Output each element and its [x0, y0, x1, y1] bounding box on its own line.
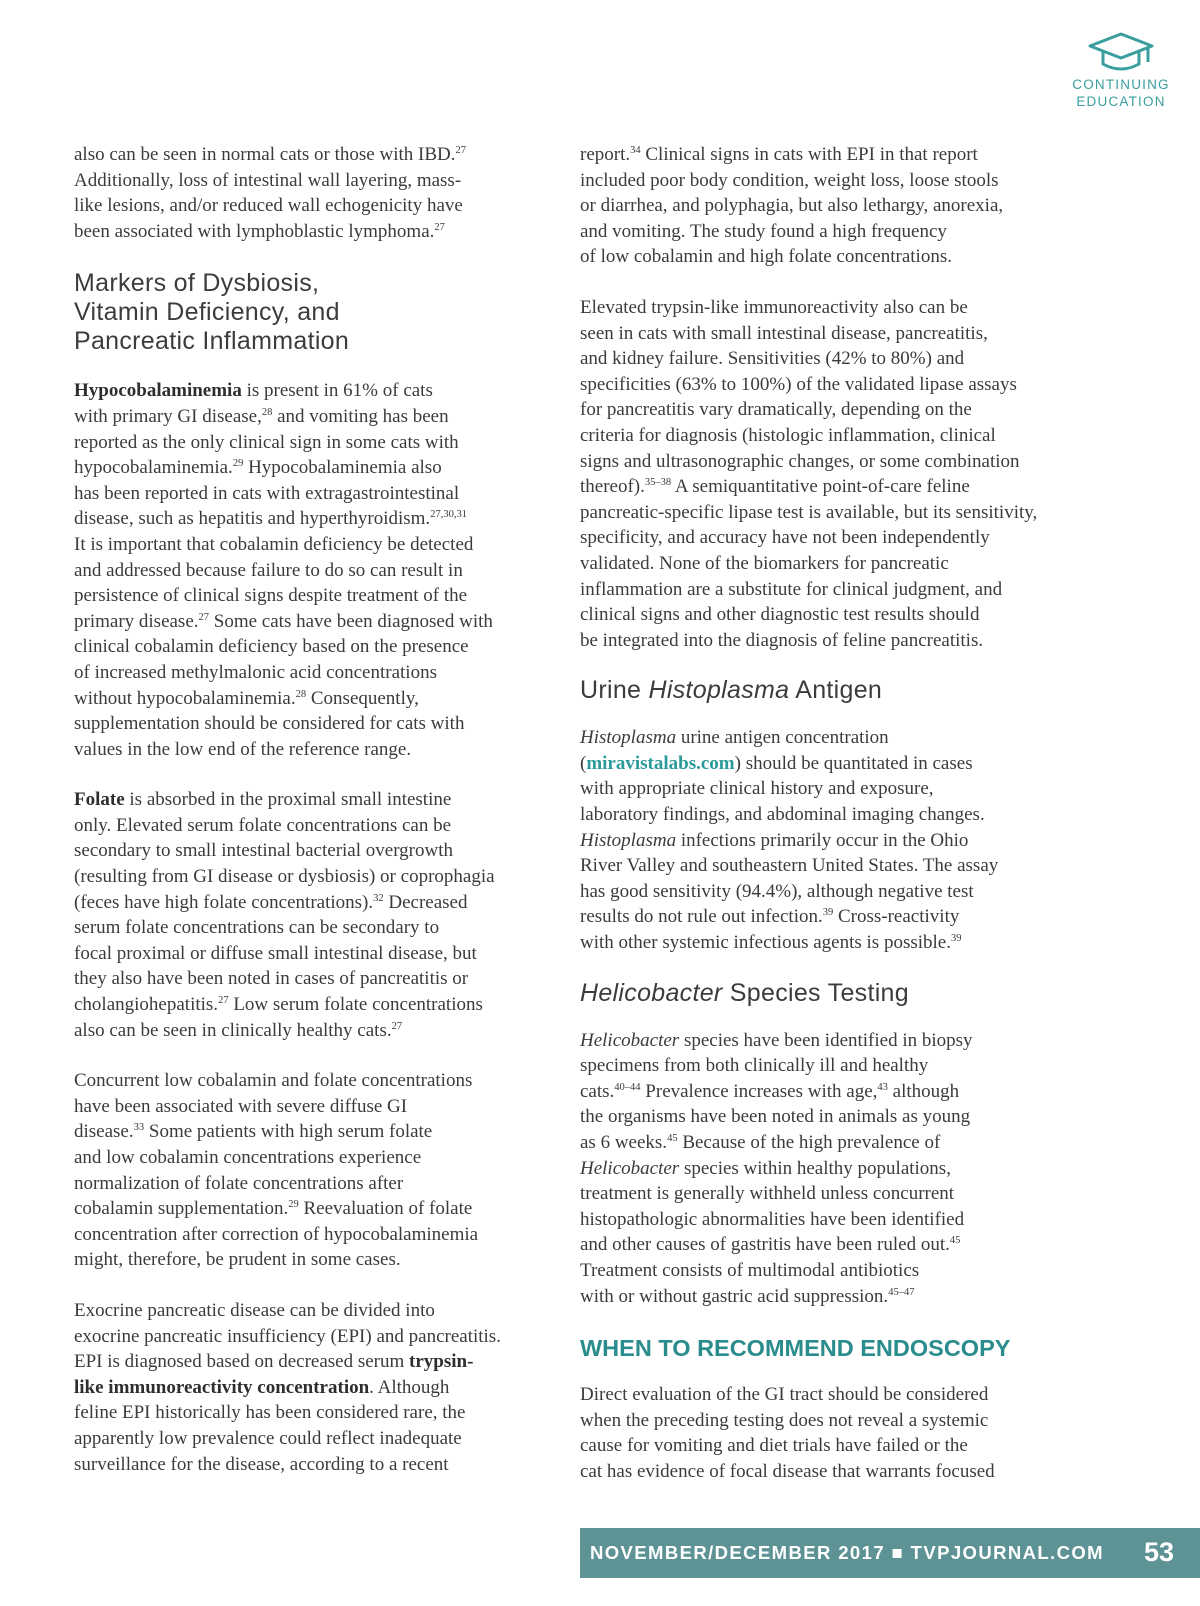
- paragraph-histoplasma: Histoplasma urine antigen concentration (miravistalabs.com) should be quantitated in cases with appropriate clinical history and exposure, laboratory findings, and abdominal imaging changes. Histoplasma infections primarily occur in the Ohio River Valley and southeastern United States. The assay has good sensitivity (94.4%), although negative test results do not rule out infection.$^{39}$ Cross-reactivity with other systemic infectious agents is possible.$^{39}$: [580, 727, 999, 954]
- page-footer: [580, 1528, 1200, 1578]
- continuing-education-badge: [1062, 30, 1180, 110]
- paragraph-trypsin: Elevated trypsin-like immunoreactivity also can be seen in cats with small intestinal disease, pancreatitis, and kidney failure. Sensitivities (42% to 80%) and specificities (63% to 100%) of the validated lipase assays for pancreatitis vary dramatically, depending on the criteria for diagnosis (histologic inflammation, clinical signs and ultrasonographic changes, or some combination thereof).$^{35-38}$ A semiquantitative point-of-care feline pancreatic-specific lipase test is available, but its sensitivity, specificity, and accuracy have not been independently validated. None of the biomarkers for pancreatic inflammation are a substitute for clinical judgment, and clinical signs and other diagnostic test results should be integrated into the diagnosis of feline pancreatitis.: [580, 296, 1038, 651]
- heading-urine-histoplasma: Urine Histoplasma Antigen: [580, 676, 883, 705]
- paragraph-endoscopy: Direct evaluation of the GI tract should be considered when the preceding testing does not reveal a systemic cause for vomiting and diet trials have failed or the cat has evidence of focal disease that warrants focused: [580, 1384, 995, 1482]
- left-column: [74, 142, 532, 1502]
- footer-journal-info: NOVEMBER/DECEMBER 2017 ■ TVPJOURNAL.COM: [590, 1542, 1104, 1563]
- badge-line-2: EDUCATION: [1076, 94, 1166, 109]
- miravistalabs-link[interactable]: miravistalabs.com: [586, 752, 735, 774]
- paragraph-folate: Folate is absorbed in the proximal small intestine only. Elevated serum folate concentrations can be secondary to small intestinal bacterial overgrowth (resulting from GI disease or dysbiosis) or coprophagia (feces have high folate concentrations).$^{32}$ Decreased serum folate concentrations can be secondary to focal proximal or diffuse small intestinal disease, but they also have been noted in cases of pancreatitis or cholangiohepatitis.$^{27}$ Low serum folate concentrations also can be seen in clinically healthy cats.$^{27}$: [74, 789, 495, 1041]
- paragraph-epi-report: report.$^{34}$ Clinical signs in cats with EPI in that report included poor body condition, weight loss, loose stools or diarrhea, and polyphagia, but also lethargy, anorexia, and vomiting. The study found a high frequency of low cobalamin and high folate concentrations.: [580, 144, 1004, 268]
- page-number: 53: [1143, 1537, 1174, 1567]
- graduation-cap-icon: [1086, 30, 1156, 74]
- paragraph-hypocobalaminemia: Hypocobalaminemia is present in 61% of cats with primary GI disease,$^{28}$ and vomiting has been reported as the only clinical sign in some cats with hypocobalaminemia.$^{29}$ Hypocobalaminemia also has been reported in cats with extragastrointestinal disease, such as hepatitis and hyperthyroidism.$^{27,30,31}$ It is important that cobalamin deficiency be detected and addressed because failure to do so can result in persistence of clinical signs despite treatment of the primary disease.$^{27}$ Some cats have been diagnosed with clinical cobalamin deficiency based on the presence of increased methylmalonic acid concentrations without hypocobalaminemia.$^{28}$ Consequently, supplementation should be considered for cats with values in the low end of the reference range.: [74, 380, 493, 760]
- heading-helicobacter: Helicobacter Species Testing: [580, 978, 909, 1007]
- heading-endoscopy: WHEN TO RECOMMEND ENDOSCOPY: [580, 1335, 1011, 1362]
- paragraph-ibd: also can be seen in normal cats or those with IBD.$^{27}$ Additionally, loss of intestinal wall layering, mass- like lesions, and/or reduced wall echogenicity have been associated with lymphoblastic lymphoma.$^{27}$: [74, 144, 466, 242]
- badge-line-1: CONTINUING: [1072, 77, 1170, 92]
- right-column: [580, 142, 1040, 1510]
- paragraph-exocrine: Exocrine pancreatic disease can be divided into exocrine pancreatic insufficiency (EPI) and pancreatitis. EPI is diagnosed based on decreased serum trypsin- like immunoreactivity concentration. Although feline EPI historically has been considered rare, the apparently low prevalence could reflect inadequate surveillance for the disease, according to a recent: [74, 1299, 501, 1475]
- paragraph-helicobacter: Helicobacter species have been identified in biopsy specimens from both clinically ill and healthy cats.$^{40-44}$ Prevalence increases with age,$^{43}$ although the organisms have been noted in animals as young as 6 weeks.$^{45}$ Because of the high prevalence of Helicobacter species within healthy populations, treatment is generally withheld unless concurrent histopathologic abnormalities have been identified and other causes of gastritis have been ruled out.$^{45}$ Treatment consists of multimodal antibiotics with or without gastric acid suppression.$^{45-47}$: [580, 1029, 973, 1307]
- paragraph-concurrent: Concurrent low cobalamin and folate concentrations have been associated with severe diffuse GI disease.$^{33}$ Some patients with high serum folate and low cobalamin concentrations experience normalization of folate concentrations after cobalamin supplementation.$^{29}$ Reevaluation of folate concentration after correction of hypocobalaminemia might, therefore, be prudent in some cases.: [74, 1070, 479, 1271]
- heading-markers: Markers of Dysbiosis, Vitamin Deficiency, and Pancreatic Inflammation: [74, 269, 350, 356]
